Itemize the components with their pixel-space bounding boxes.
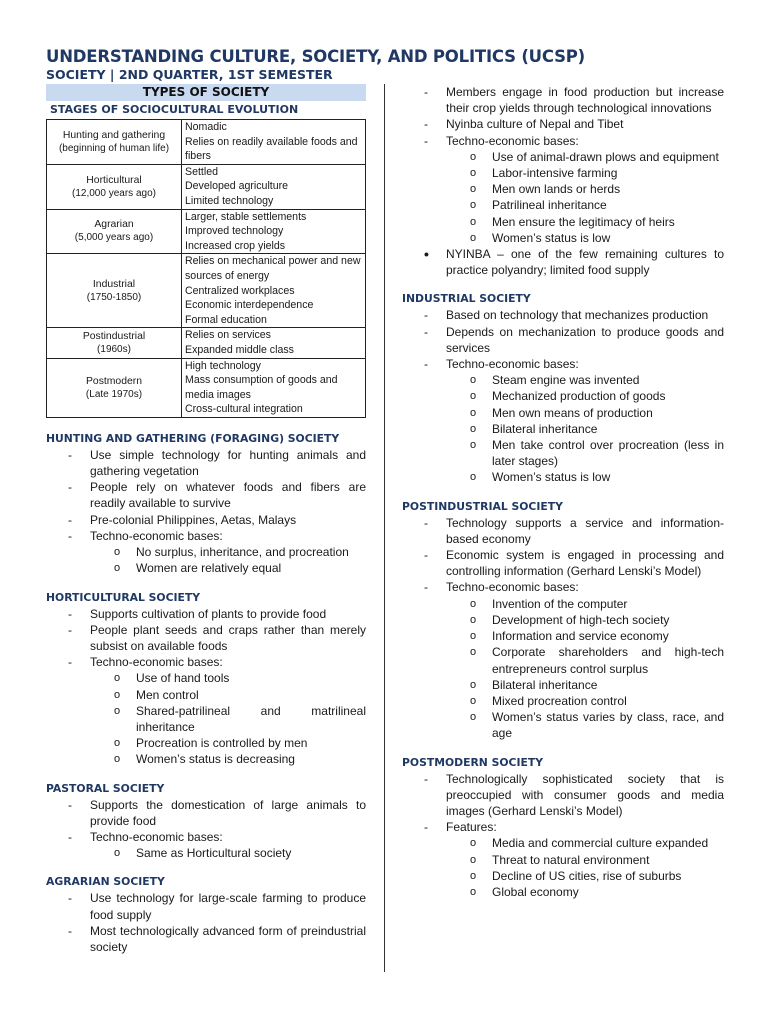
stage-feature: High technology <box>185 359 261 372</box>
sub-list-item: o No surplus, inheritance, and procreation <box>46 544 366 560</box>
hunting-list <box>46 447 366 577</box>
stage-feature: Expanded middle class <box>185 343 294 356</box>
sub-list-item: o Men own means of production <box>402 405 724 421</box>
sub-list-item: o Global economy <box>402 884 724 900</box>
stages-table <box>46 119 366 418</box>
stage-feature: Cross-cultural integration <box>185 403 303 416</box>
stage-period: (beginning of human life) <box>58 142 170 154</box>
list-item: - Supports the domestication of large animals to provide food <box>46 797 366 829</box>
list-item: - Techno-economic bases: <box>46 829 366 845</box>
list-item: - Economic system is engaged in processing and controlling information (Gerhard Lenski’s Model) <box>402 547 724 579</box>
nyinba-note <box>402 246 724 278</box>
stage-name: Postmodern <box>85 375 143 387</box>
stage-row <box>47 328 366 358</box>
stages-heading: STAGES OF SOCIOCULTURAL EVOLUTION <box>50 103 299 116</box>
sub-list-item: o Labor-intensive farming <box>402 165 724 181</box>
stage-period: (5,000 years ago) <box>74 232 154 244</box>
list-item: - People plant seeds and craps rather than merely subsist on available foods <box>46 622 366 654</box>
stage-row <box>47 358 366 417</box>
stage-name-cell <box>47 209 182 254</box>
stage-features-cell <box>182 120 366 165</box>
list-item: - Most technologically advanced form of preindustrial society <box>46 923 366 955</box>
list-item: - Based on technology that mechanizes production <box>402 307 724 323</box>
stage-row <box>47 120 366 165</box>
industrial-list <box>402 307 724 485</box>
stage-feature: Developed agriculture <box>185 180 289 193</box>
section-heading-postmodern: POSTMODERN SOCIETY <box>402 755 544 769</box>
sub-list-item: o Women’s status is low <box>402 230 724 246</box>
section-heading-pastoral: PASTORAL SOCIETY <box>46 781 165 795</box>
stage-row <box>47 254 366 328</box>
sub-list-item: o Men ensure the legitimacy of heirs <box>402 214 724 230</box>
stage-name-cell <box>47 358 182 417</box>
list-item: - Techno-economic bases: <box>46 528 366 544</box>
stage-features-cell <box>182 164 366 209</box>
section-heading-industrial: INDUSTRIAL SOCIETY <box>402 292 531 306</box>
list-item: - Use technology for large-scale farming to produce food supply <box>46 890 366 922</box>
sub-list-item: o Mixed procreation control <box>402 693 724 709</box>
stage-name: Agrarian <box>94 219 134 231</box>
list-item: - Supports cultivation of plants to provide food <box>46 606 366 622</box>
stage-feature: Limited technology <box>185 194 274 207</box>
stage-period: (1960s) <box>97 343 131 355</box>
stage-features-cell <box>182 209 366 254</box>
postmodern-list <box>402 771 724 901</box>
sub-list-item: o Media and commercial culture expanded <box>402 835 724 851</box>
sub-list-item: o Men control <box>46 687 366 703</box>
section-heading-agrarian: AGRARIAN SOCIETY <box>46 875 165 889</box>
sub-list-item: o Women are relatively equal <box>46 560 366 576</box>
stage-name: Postindustrial <box>82 330 146 342</box>
list-item: - Techno-economic bases: <box>402 356 724 372</box>
list-item: - People rely on whatever foods and fibers are readily available to survive <box>46 479 366 511</box>
sub-list-item: o Bilateral inheritance <box>402 677 724 693</box>
sub-list-item: o Shared-patrilineal and matrilineal inheritance <box>46 703 366 735</box>
list-item: - Techno-economic bases: <box>402 133 724 149</box>
section-heading-horticultural: HORTICULTURAL SOCIETY <box>46 590 201 604</box>
stage-feature: Formal education <box>185 313 267 326</box>
sub-list-item: o Men own lands or herds <box>402 181 724 197</box>
horticultural-list <box>46 606 366 768</box>
stage-period: (Late 1970s) <box>85 388 143 400</box>
stage-name-cell <box>47 120 182 165</box>
section-heading-hunting: HUNTING AND GATHERING (FORAGING) SOCIETY <box>46 431 340 445</box>
document-title: UNDERSTANDING CULTURE, SOCIETY, AND POLITICS (UCSP) <box>46 47 585 66</box>
stage-feature: Relies on services <box>185 329 271 342</box>
list-item: - Use simple technology for hunting animals and gathering vegetation <box>46 447 366 479</box>
sub-list-item: o Mechanized production of goods <box>402 388 724 404</box>
stage-features-cell <box>182 254 366 328</box>
list-item: - Members engage in food production but increase their crop yields through technological innovations <box>402 84 724 116</box>
agrarian-list-right <box>402 84 724 278</box>
stage-feature: Settled <box>185 165 218 178</box>
right-column <box>402 84 724 900</box>
list-item: - Techno-economic bases: <box>402 579 724 595</box>
stage-period: (12,000 years ago) <box>72 187 156 199</box>
list-item: - Nyinba culture of Nepal and Tibet <box>402 116 724 132</box>
stage-period: (1750-1850) <box>86 291 142 303</box>
stage-feature: Increased crop yields <box>185 239 286 252</box>
sub-list-item: o Bilateral inheritance <box>402 421 724 437</box>
stage-name-cell <box>47 254 182 328</box>
stage-name: Industrial <box>92 278 136 290</box>
stage-feature: Centralized workplaces <box>185 284 295 297</box>
nyinba-term: NYINBA <box>446 247 491 262</box>
sub-list-item: o Development of high-tech society <box>402 612 724 628</box>
sub-list-item: o Invention of the computer <box>402 596 724 612</box>
stage-feature: Relies on readily available foods and fibers <box>185 135 358 163</box>
sub-list-item: o Use of animal-drawn plows and equipment <box>402 149 724 165</box>
section-heading-postindustrial: POSTINDUSTRIAL SOCIETY <box>402 499 563 513</box>
stage-name-cell <box>47 328 182 358</box>
sub-list-item: o Use of hand tools <box>46 670 366 686</box>
sub-list-item: o Corporate shareholders and high-tech entrepreneurs control surplus <box>402 644 724 676</box>
sub-list-item: o Patrilineal inheritance <box>402 197 724 213</box>
list-item: - Technology supports a service and information-based economy <box>402 515 724 547</box>
sub-list-item: o Procreation is controlled by men <box>46 735 366 751</box>
sub-list-item: o Women’s status is decreasing <box>46 751 366 767</box>
nyinba-text: – one of the few remaining cultures to practice polyandry; limited food supply <box>446 247 724 278</box>
stage-features-cell <box>182 358 366 417</box>
list-item: - Pre-colonial Philippines, Aetas, Malays <box>46 512 366 528</box>
stage-feature: Nomadic <box>185 121 227 133</box>
stage-row <box>47 209 366 254</box>
list-item: - Technologically sophisticated society that is preoccupied with consumer goods and media images (Gerhard Lenski’s Model) <box>402 771 724 820</box>
sub-list-item: o Threat to natural environment <box>402 852 724 868</box>
list-item: - Techno-economic bases: <box>46 654 366 670</box>
list-item: - Features: <box>402 819 724 835</box>
sub-list-item: o Women’s status is low <box>402 469 724 485</box>
sub-list-item: o Same as Horticultural society <box>46 845 366 861</box>
agrarian-list-left <box>46 890 366 955</box>
sub-list-item: o Decline of US cities, rise of suburbs <box>402 868 724 884</box>
pastoral-list <box>46 797 366 862</box>
stage-feature: Improved technology <box>185 225 284 238</box>
stage-name: Hunting and gathering <box>62 129 166 141</box>
stage-row <box>47 164 366 209</box>
left-column <box>46 84 366 955</box>
stage-name-cell <box>47 164 182 209</box>
stage-feature: Relies on mechanical power and new sources of energy <box>185 255 361 282</box>
sub-list-item: o Men take control over procreation (less in later stages) <box>402 437 724 469</box>
stages-table-body <box>47 120 366 418</box>
sub-list-item: o Information and service economy <box>402 628 724 644</box>
sub-list-item: o Women’s status varies by class, race, and age <box>402 709 724 741</box>
stage-feature: Larger, stable settlements <box>185 210 307 223</box>
postindustrial-list <box>402 515 724 742</box>
stage-features-cell <box>182 328 366 358</box>
stage-feature: Economic interdependence <box>185 299 314 312</box>
column-divider <box>384 84 385 972</box>
types-of-society-band: TYPES OF SOCIETY <box>46 84 366 101</box>
document-subtitle: SOCIETY | 2ND QUARTER, 1ST SEMESTER <box>46 67 333 82</box>
stage-name: Horticultural <box>86 174 142 186</box>
stage-feature: Mass consumption of goods and media images <box>185 374 338 401</box>
sub-list-item: o Steam engine was invented <box>402 372 724 388</box>
list-item: - Depends on mechanization to produce goods and services <box>402 324 724 356</box>
